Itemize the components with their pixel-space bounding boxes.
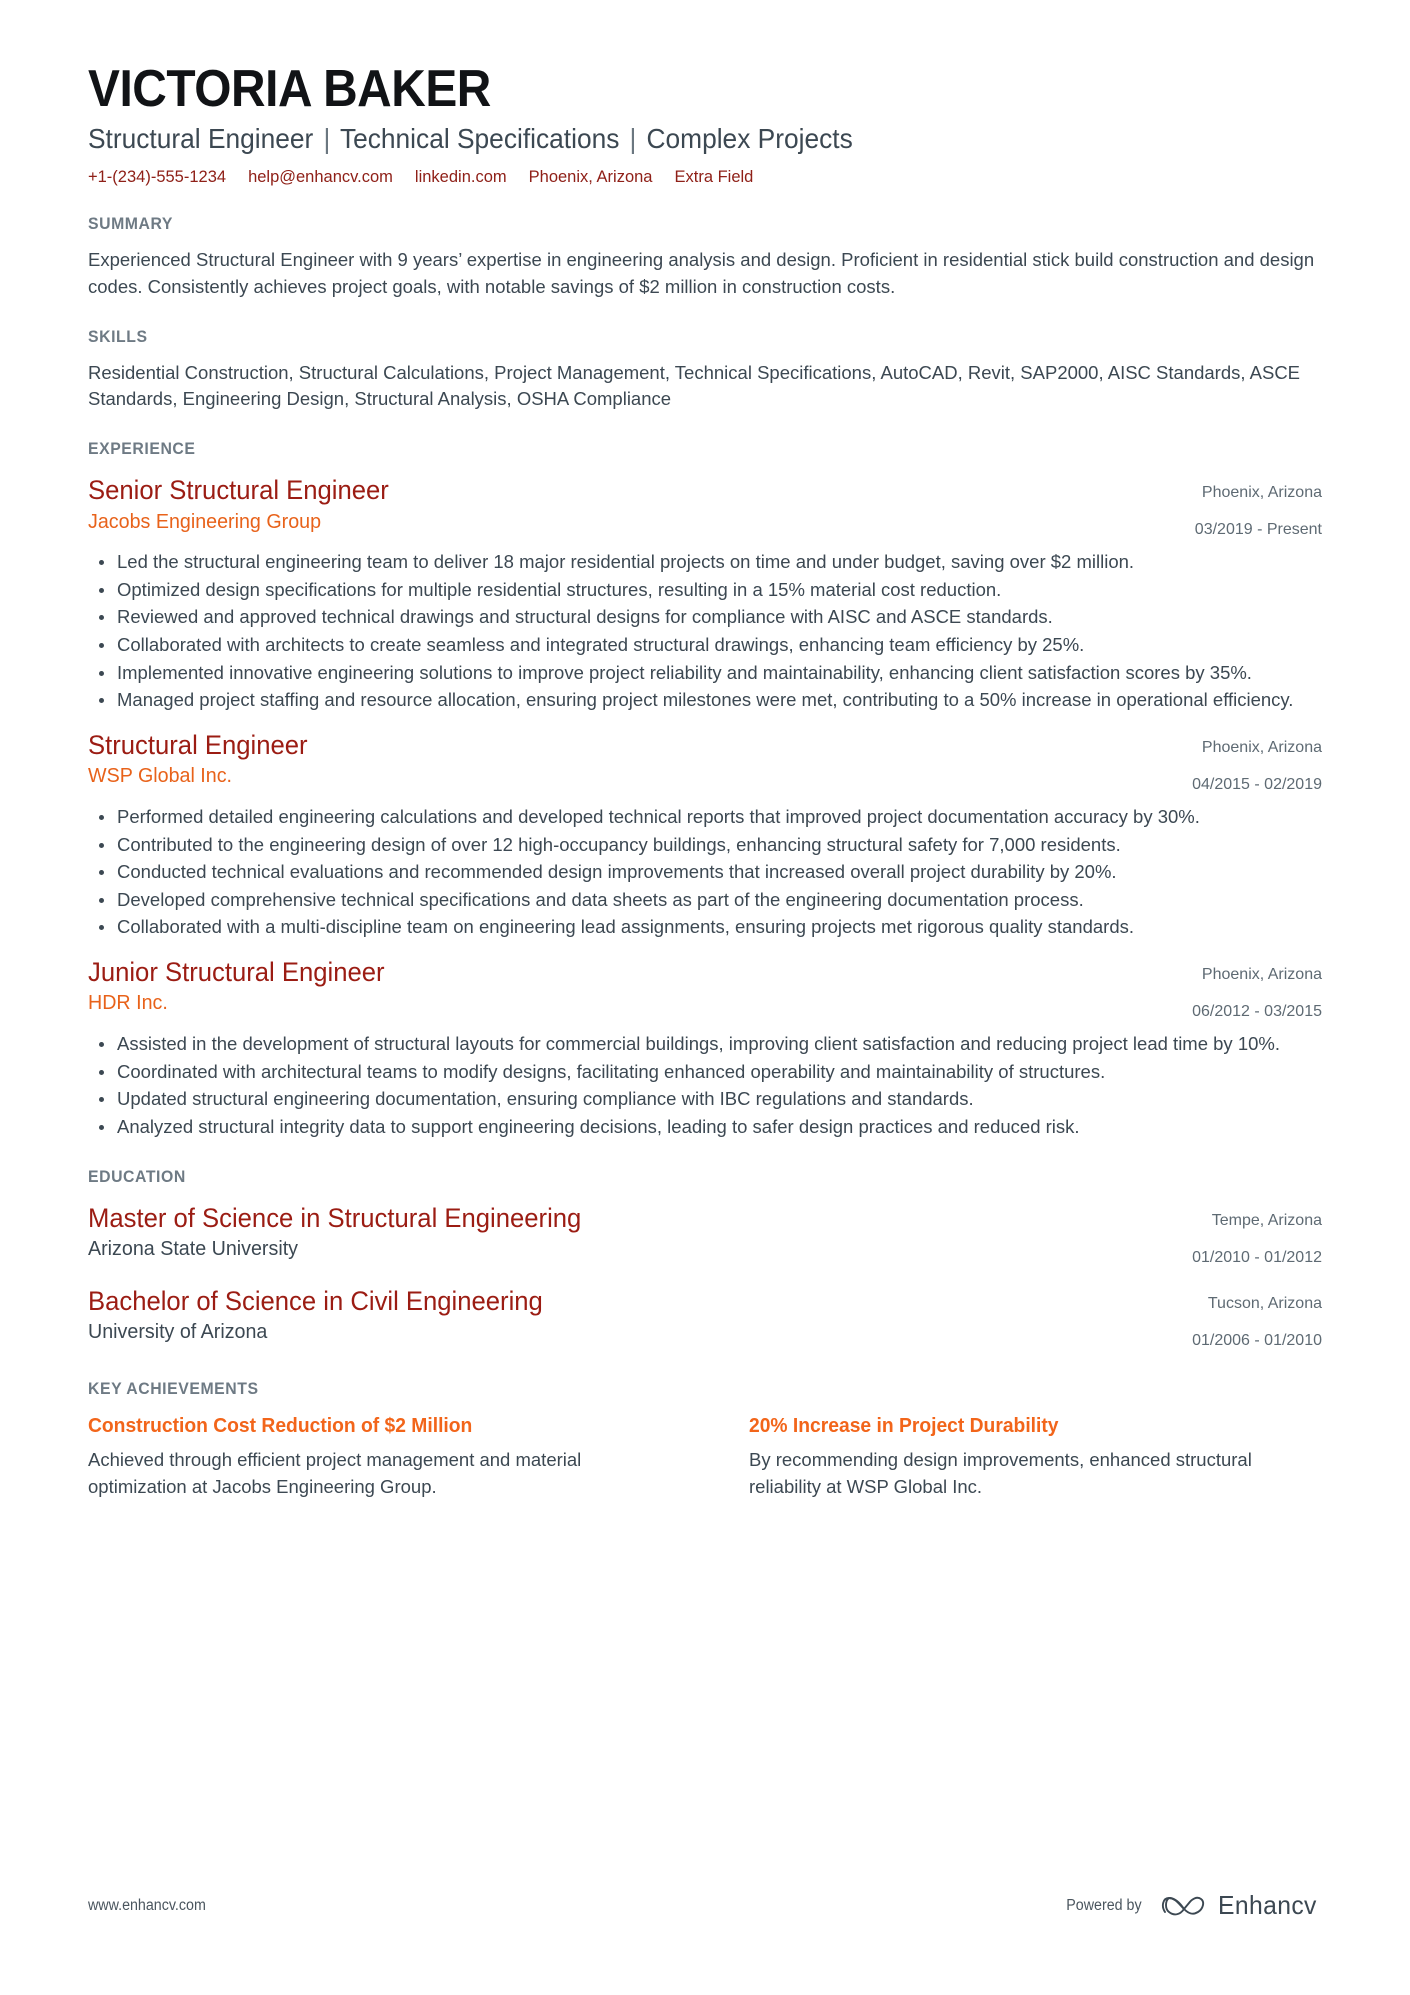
experience-entry-main: [88, 956, 1168, 1017]
contact-email[interactable]: help@enhancv.com: [248, 167, 393, 186]
school-dates: 01/2006 - 01/2010: [1192, 1331, 1322, 1349]
achievement-description: By recommending design improvements, enhanced structural reliability at WSP Global Inc.: [749, 1449, 1252, 1497]
enhancv-wordmark: Enhancv: [1218, 1890, 1317, 1920]
company-name: Jacobs Engineering Group: [88, 509, 322, 533]
resume-header: [88, 62, 1322, 188]
experience-entry-meta: [1195, 474, 1322, 542]
summary-section: [88, 214, 1322, 301]
job-bullet: Collaborated with a multi-discipline team on engineering lead assignments, ensuring projects met rigorous quality standards.: [115, 914, 1322, 941]
job-dates: 04/2015 - 02/2019: [1192, 775, 1322, 793]
headline-part-0: Structural Engineer: [88, 123, 314, 155]
skills-text: Residential Construction, Structural Calculations, Project Management, Technical Specifications, AutoCAD, Revit, SAP2000, AISC Standards, ASCE Standards, Engineering Design, Structural Analysis, OSHA Compliance: [88, 361, 1301, 410]
experience-entry-meta: [1192, 729, 1322, 797]
education-entry-header: [88, 1285, 1322, 1353]
school-location: Tucson, Arizona: [1207, 1294, 1322, 1312]
experience-section: [88, 439, 1322, 1140]
experience-entry-header: [88, 474, 1322, 542]
job-bullet: Led the structural engineering team to deliver 18 major residential projects on time and under budget, saving over $2 million.: [115, 549, 1322, 576]
education-entry: [88, 1202, 1322, 1270]
education-section: [88, 1167, 1322, 1353]
degree-title: Master of Science in Structural Engineering: [88, 1202, 582, 1233]
school-name: University of Arizona: [88, 1319, 268, 1343]
footer-website-url[interactable]: www.enhancv.com: [88, 1896, 206, 1914]
company-name: HDR Inc.: [88, 991, 168, 1015]
degree-title: Bachelor of Science in Civil Engineering: [88, 1285, 543, 1316]
powered-by-label: Powered by: [1066, 1896, 1142, 1914]
headline-part-2: Complex Projects: [646, 123, 853, 155]
experience-entry-main: [88, 729, 1168, 790]
skills-section-title: SKILLS: [88, 326, 148, 346]
contact-phone[interactable]: +1-(234)-555-1234: [88, 167, 227, 186]
job-bullet: Assisted in the development of structural layouts for commercial buildings, improving client satisfaction and reducing project lead time by 10%.: [115, 1031, 1322, 1058]
achievement-title: Construction Cost Reduction of $2 Million: [88, 1413, 473, 1437]
achievement-description: Achieved through efficient project management and material optimization at Jacobs Engineering Group.: [88, 1449, 582, 1497]
resume-footer: [88, 1890, 1322, 1921]
job-dates: 03/2019 - Present: [1194, 521, 1322, 539]
contact-extra-field: Extra Field: [674, 167, 754, 186]
achievement-title: 20% Increase in Project Durability: [749, 1413, 1059, 1437]
skills-section: [88, 327, 1322, 414]
job-title: Structural Engineer: [88, 729, 308, 760]
job-bullet: Conducted technical evaluations and recommended design improvements that increased overall project durability by 20%.: [115, 859, 1322, 886]
key-achievements-grid: [88, 1413, 1322, 1501]
job-bullet: Managed project staffing and resource allocation, ensuring project milestones were met, contributing to a 50% increase in operational efficiency.: [115, 687, 1322, 714]
job-dates: 06/2012 - 03/2015: [1192, 1003, 1322, 1021]
headline-separator-icon: |: [323, 123, 331, 155]
experience-section-title: EXPERIENCE: [88, 439, 196, 459]
school-dates: 01/2010 - 01/2012: [1192, 1248, 1322, 1266]
job-bullet: Coordinated with architectural teams to modify designs, facilitating enhanced operability and maintainability of structures.: [115, 1059, 1322, 1086]
headline-part-1: Technical Specifications: [339, 123, 620, 155]
education-entry-main: [88, 1202, 1168, 1263]
experience-entry: [88, 956, 1322, 1141]
key-achievements-section: [88, 1379, 1322, 1501]
job-bullet-list: [88, 1031, 1322, 1141]
job-bullet: Collaborated with architects to create seamless and integrated structural drawings, enhancing team efficiency by 25%.: [115, 632, 1322, 659]
education-entry: [88, 1285, 1322, 1353]
experience-entry: [88, 474, 1322, 714]
achievement-item: [749, 1413, 1322, 1501]
job-title: Senior Structural Engineer: [88, 475, 389, 506]
job-bullet: Developed comprehensive technical specifications and data sheets as part of the engineering documentation process.: [115, 887, 1322, 914]
job-bullet: Contributed to the engineering design of over 12 high-occupancy buildings, enhancing structural safety for 7,000 residents.: [115, 832, 1322, 859]
job-location: Phoenix, Arizona: [1201, 966, 1322, 984]
summary-text: Experienced Structural Engineer with 9 years’ expertise in engineering analysis and design. Proficient in residential stick build construction and design codes. Consistently achieves project goals, with notable savings of $2 million in construction costs.: [88, 248, 1315, 297]
candidate-headline: [88, 121, 1248, 157]
job-bullet: Optimized design specifications for multiple residential structures, resulting in a 15% material cost reduction.: [115, 577, 1322, 604]
job-bullet: Reviewed and approved technical drawings and structural designs for compliance with AISC and ASCE standards.: [115, 604, 1322, 631]
education-section-title: EDUCATION: [88, 1166, 186, 1186]
achievement-item: [88, 1413, 661, 1501]
job-bullet-list: [88, 549, 1322, 714]
school-name: Arizona State University: [88, 1236, 299, 1260]
job-location: Phoenix, Arizona: [1201, 738, 1322, 756]
key-achievements-section-title: KEY ACHIEVEMENTS: [88, 1378, 259, 1398]
education-entry-main: [88, 1285, 1168, 1346]
job-title: Junior Structural Engineer: [88, 957, 385, 988]
footer-branding: [1063, 1890, 1322, 1921]
enhancv-mark-icon: [1161, 1891, 1207, 1921]
experience-entry-meta: [1192, 956, 1322, 1024]
contact-linkedin[interactable]: linkedin.com: [414, 167, 507, 186]
job-bullet: Implemented innovative engineering solutions to improve project reliability and maintainability, enhancing client satisfaction scores by 35%.: [115, 660, 1322, 687]
enhancv-logo: [1161, 1890, 1322, 1921]
experience-entry-main: [88, 474, 1171, 535]
education-entry-header: [88, 1202, 1322, 1270]
experience-entry-header: [88, 729, 1322, 797]
education-entry-meta: [1192, 1285, 1322, 1353]
candidate-name: VICTORIA BAKER: [88, 60, 491, 118]
summary-section-title: SUMMARY: [88, 213, 174, 233]
job-location: Phoenix, Arizona: [1201, 484, 1322, 502]
education-entry-meta: [1192, 1202, 1322, 1270]
job-bullet: Performed detailed engineering calculations and developed technical reports that improved project documentation accuracy by 30%.: [115, 804, 1322, 831]
job-bullet: Analyzed structural integrity data to support engineering decisions, leading to safer design practices and reduced risk.: [115, 1114, 1322, 1141]
job-bullet-list: [88, 804, 1322, 941]
headline-separator-icon: |: [629, 123, 637, 155]
contact-location: Phoenix, Arizona: [528, 167, 653, 186]
job-bullet: Updated structural engineering documentation, ensuring compliance with IBC regulations and standards.: [115, 1086, 1322, 1113]
school-location: Tempe, Arizona: [1211, 1211, 1322, 1229]
contact-bar: [88, 167, 1322, 188]
company-name: WSP Global Inc.: [88, 764, 233, 788]
experience-entry: [88, 729, 1322, 941]
experience-entry-header: [88, 956, 1322, 1024]
